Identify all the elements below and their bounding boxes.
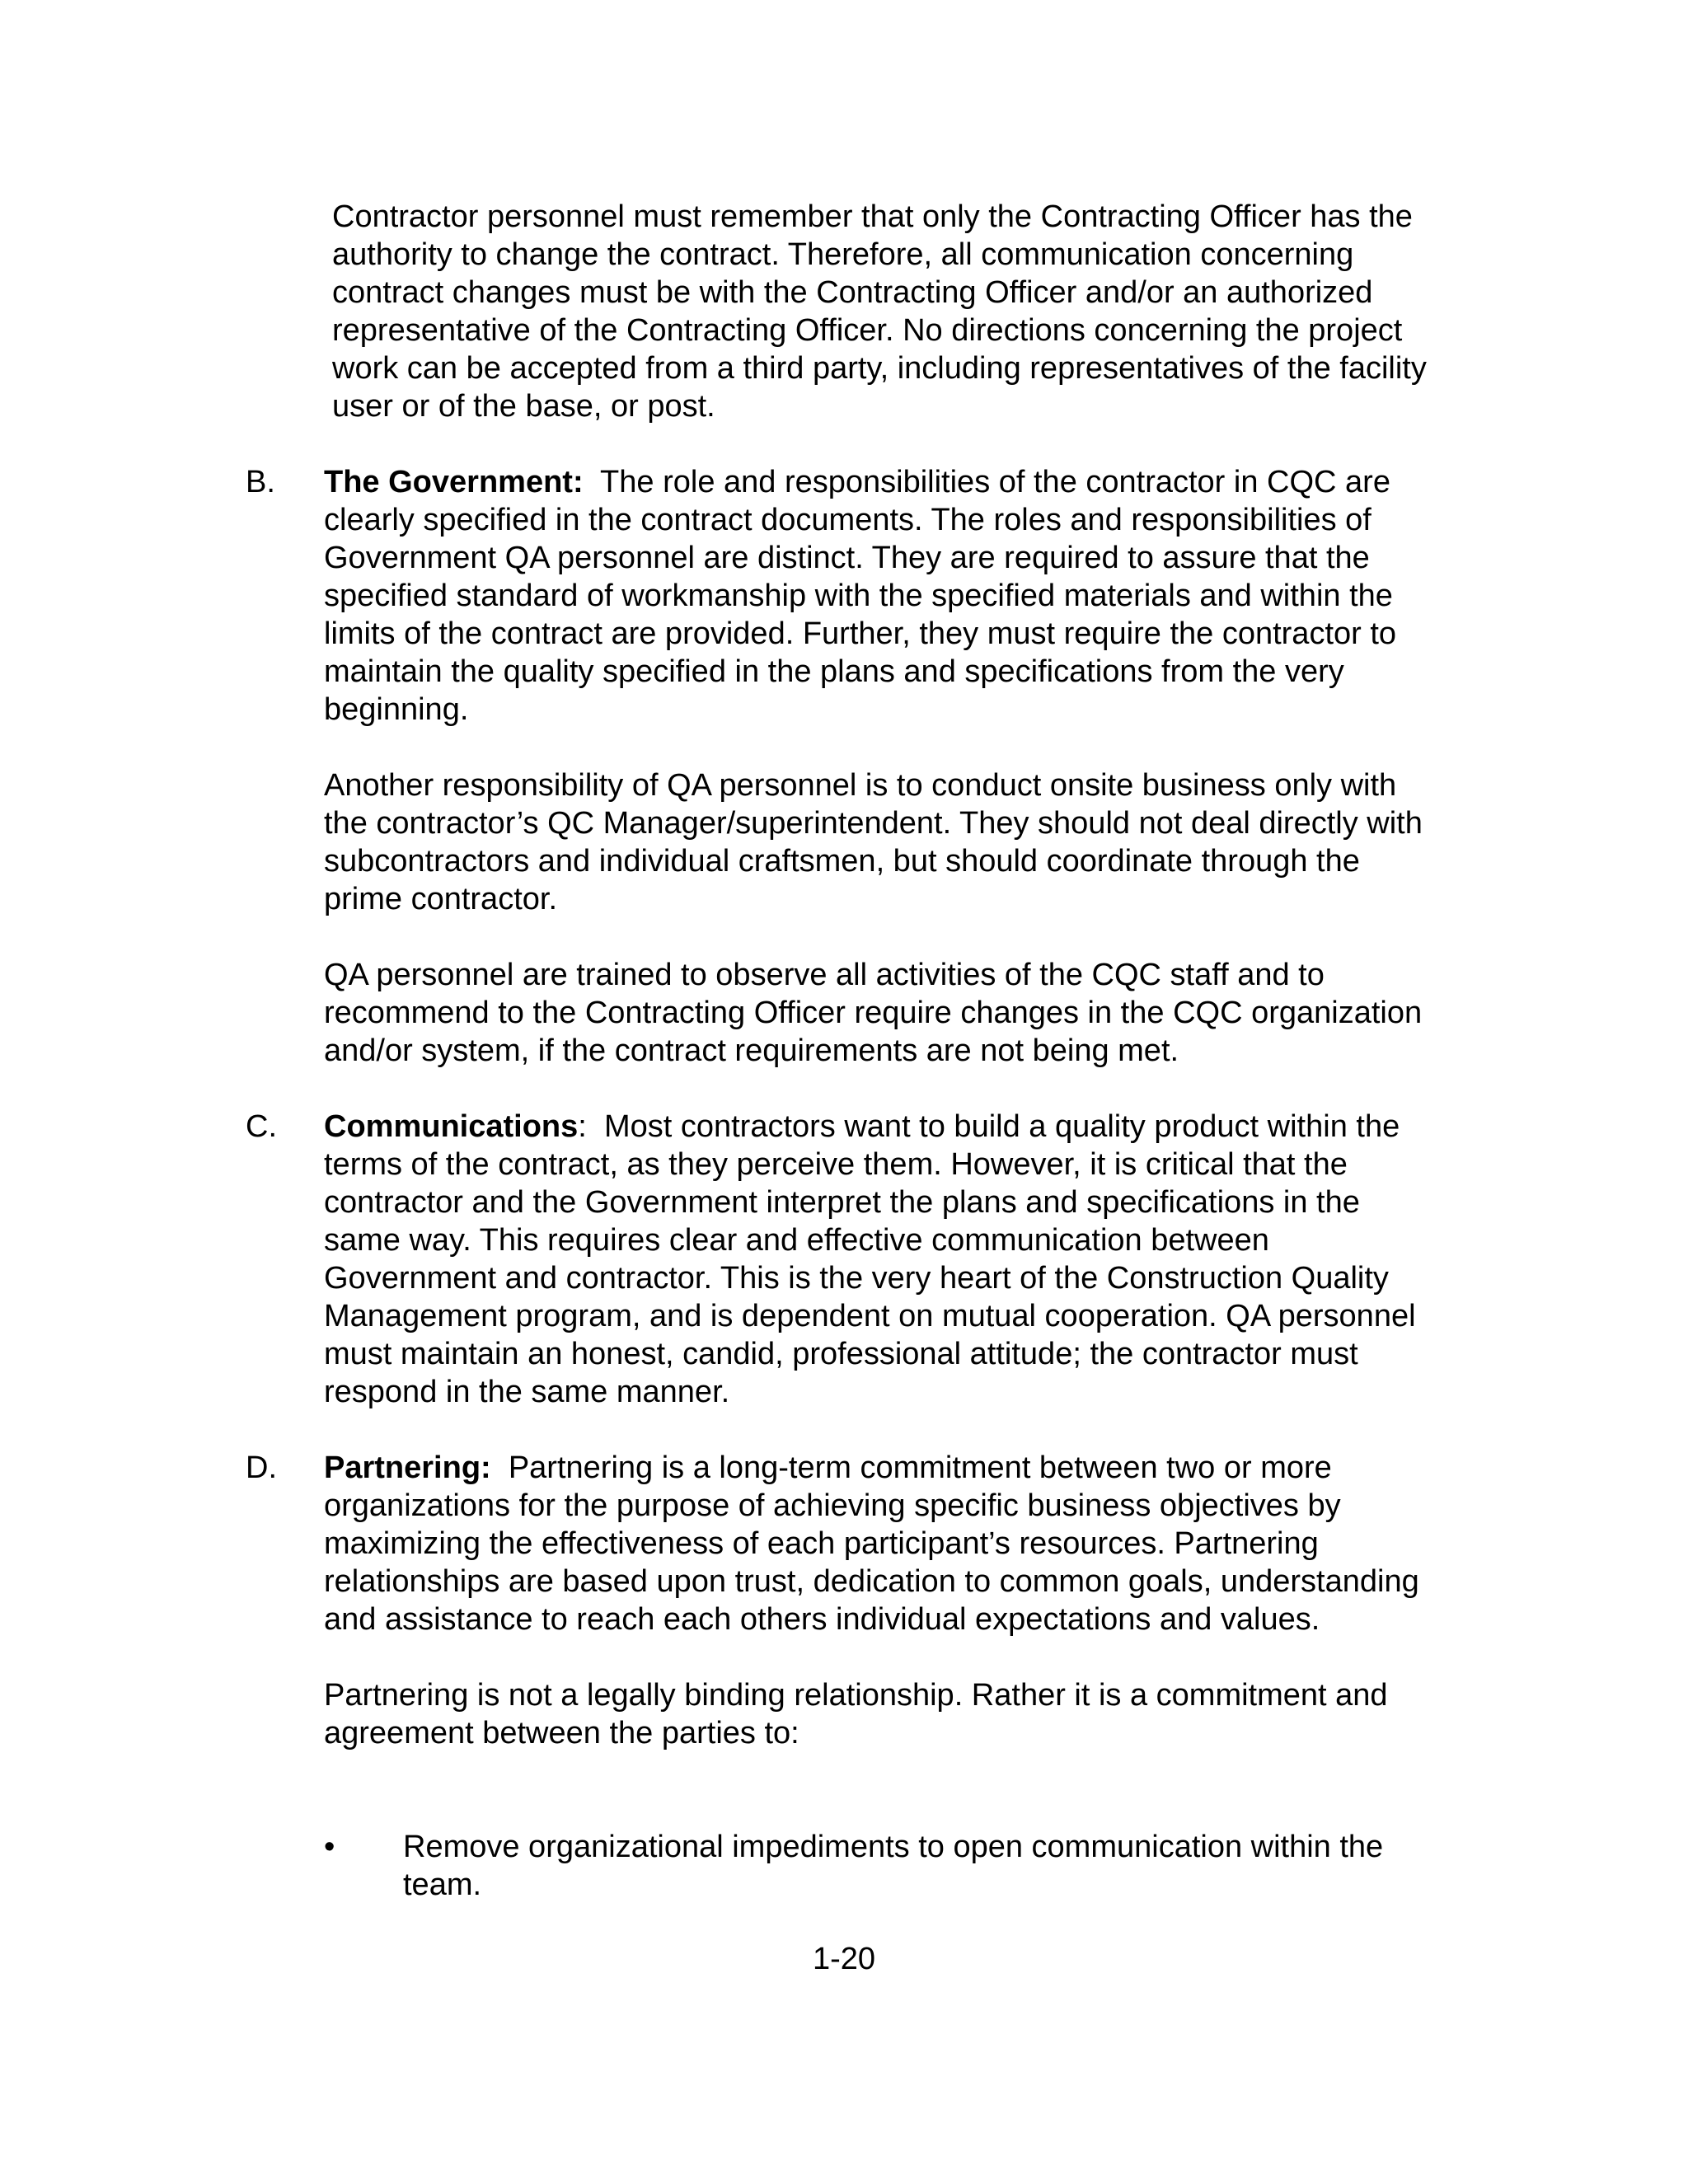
section-c-heading-suffix: : bbox=[578, 1109, 587, 1144]
section-d-paragraph-1-text: Partnering is a long-term commitment between two or more organizations for the purpose of achieving specific business objectives by maximizing the effectiveness of each participant’s resources. Partnering relationships are based upon trust, dedication to common goals, understanding and assistance to reach each others individual expectations and values. bbox=[324, 1451, 1419, 1637]
intro-paragraph-block bbox=[332, 198, 1437, 425]
section-b-body bbox=[324, 463, 1437, 1070]
section-d-letter: D. bbox=[246, 1451, 277, 1485]
section-b-letter: B. bbox=[246, 465, 275, 499]
page-number: 1-20 bbox=[812, 1942, 876, 1976]
section-b-paragraph-1-text: The role and responsibilities of the contractor in CQC are clearly specified in the contract documents. The roles and responsibilities of Government QA personnel are distinct. They are required to assure that the specified standard of workmanship with the specified materials and within the limits of the contract are provided. Further, they must require the contractor to maintain the quality specified in the plans and specifications from the very beginning. bbox=[324, 465, 1397, 727]
section-b-paragraph-2: Another responsibility of QA personnel is to conduct onsite business only with the contractor’s QC Manager/superintendent. They should not deal directly with subcontractors and individual craftsmen, but should coordinate through the prime contractor. bbox=[324, 768, 1423, 916]
section-c-paragraph-1-text: Most contractors want to build a quality product within the terms of the contract, as they perceive them. However, it is critical that the contractor and the Government interpret the plans and specifications in the same way. This requires clear and effective communication between Government and contractor. This is the very heart of the Construction Quality Management program, and is dependent on mutual cooperation. QA personnel must maintain an honest, candid, professional attitude; the contractor must respond in the same manner. bbox=[324, 1109, 1416, 1409]
section-b-paragraph-3: QA personnel are trained to observe all activities of the CQC staff and to recommend to the Contracting Officer require changes in the CQC organization and/or system, if the contract requirements are not being met. bbox=[324, 958, 1423, 1068]
section-c-letter: C. bbox=[246, 1109, 277, 1144]
section-d-body bbox=[324, 1449, 1437, 1752]
intro-paragraph: Contractor personnel must remember that only the Contracting Officer has the authority to change the contract. Therefore, all communication concerning contract changes must be with the Contracting Officer and/or an authorized representative of the Contracting Officer. No directions concerning the project work can be accepted from a third party, including representatives of the facility user or of the base, or post. bbox=[332, 199, 1427, 424]
section-b-heading: The Government: bbox=[324, 465, 584, 499]
section-c-paragraph-1 bbox=[324, 1108, 1437, 1411]
section-d-paragraph-1 bbox=[324, 1449, 1437, 1638]
section-c-heading: Communications bbox=[324, 1109, 579, 1144]
section-c-body bbox=[324, 1108, 1437, 1411]
section-b-paragraph-1 bbox=[324, 463, 1437, 729]
section-d-heading: Partnering: bbox=[324, 1451, 491, 1485]
bullet-icon: • bbox=[324, 1830, 335, 1864]
bullet-text: Remove organizational impediments to open communication within the team. bbox=[403, 1830, 1384, 1902]
section-d-paragraph-2: Partnering is not a legally binding relationship. Rather it is a commitment and agreement between the parties to: bbox=[324, 1678, 1388, 1750]
